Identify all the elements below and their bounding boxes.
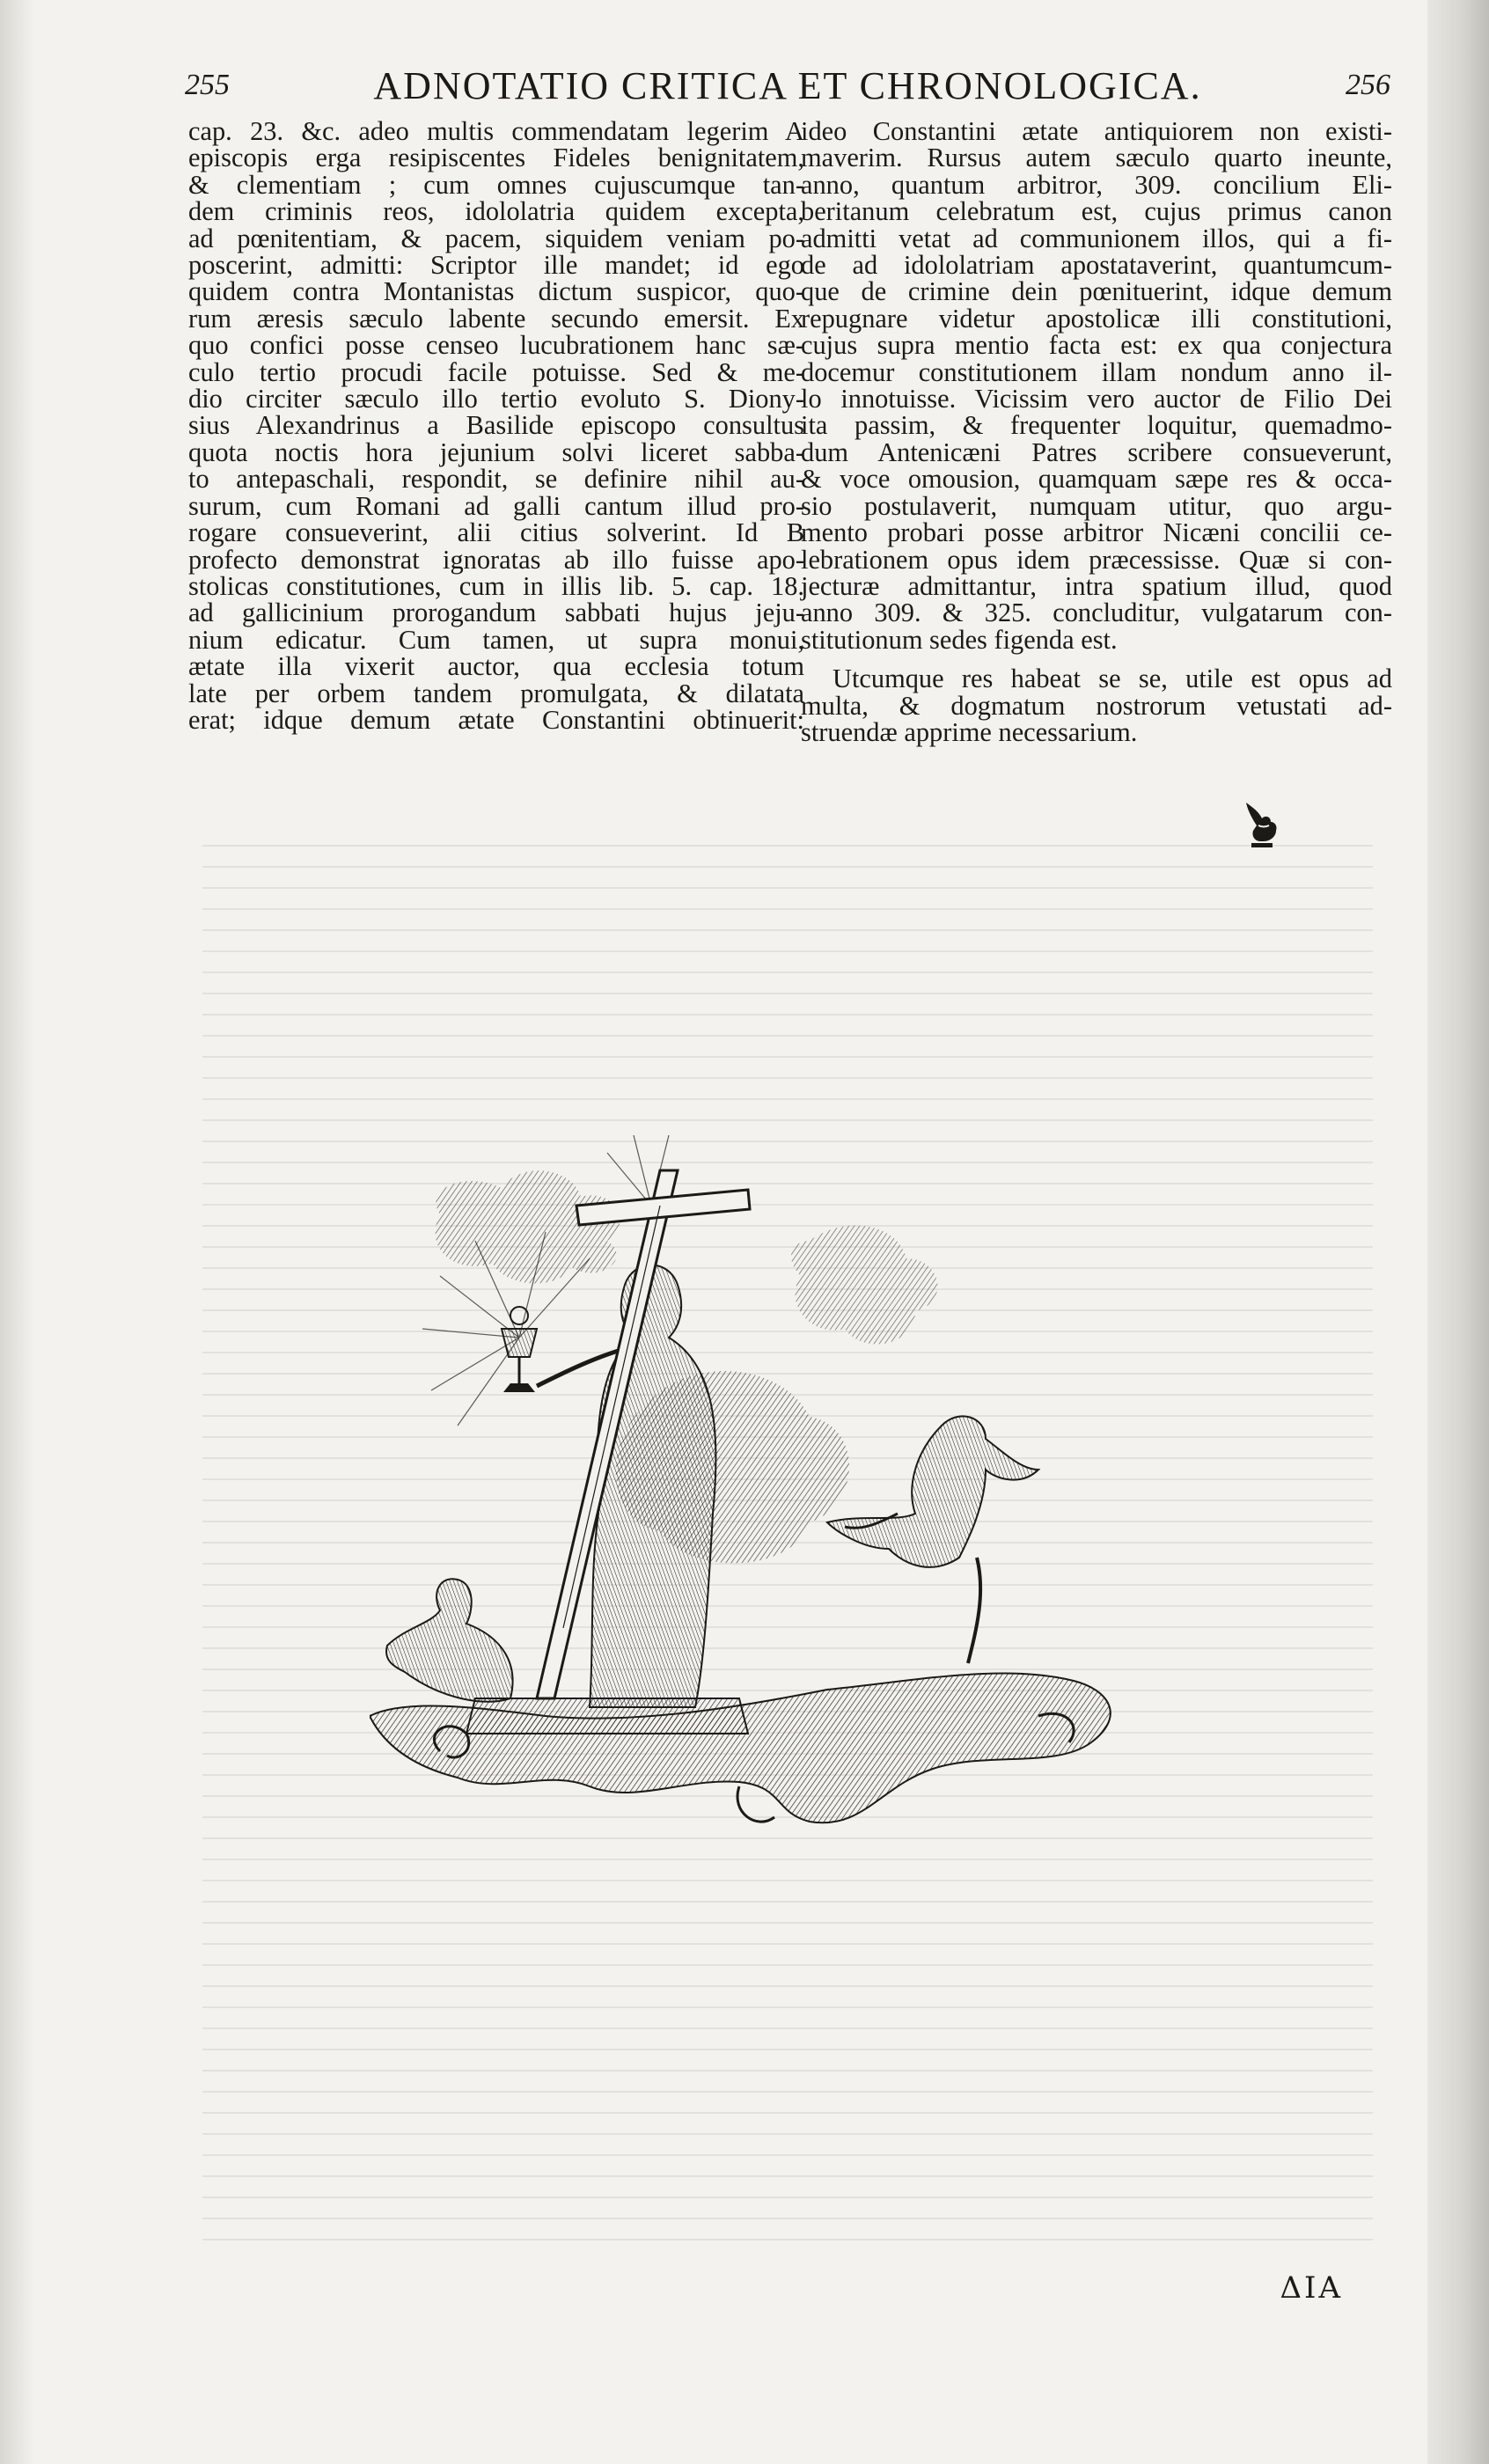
text-line: ad pœnitentiam, & pacem, siquidem veniam po- — [188, 223, 804, 253]
text-line: cap. 23. &c. adeo multis commendatam legerim A — [188, 116, 804, 146]
text-line: ad gallicinium prorogandum sabbati hujus jeju- — [188, 598, 804, 628]
text-line: erat; idque demum ætate Constantini obtinuerit: — [188, 704, 804, 735]
text-line: ideo Constantini ætate antiquiorem non existi- — [801, 116, 1392, 146]
text-line: dio circiter sæculo illo tertio evoluto S. Diony- — [188, 384, 804, 414]
text-line: & clementiam ; cum omnes cujuscumque tan- — [188, 169, 804, 200]
text-line: anno, quantum arbitror, 309. concilium Eli- — [801, 169, 1392, 200]
text-line: stitutionum sedes figenda est. — [801, 624, 1118, 655]
text-line: & voce omousion, quamquam sæpe res & occa- — [801, 464, 1392, 495]
text-line: rum æresis sæculo labente secundo emersit. Ex — [188, 303, 804, 334]
text-line: multa, & dogmatum nostrorum vetustati ad- — [801, 690, 1392, 721]
text-line: episcopis erga resipiscentes Fideles benignitatem, — [188, 143, 804, 173]
text-line: cujus supra mentio facta est: ex qua conjectura — [801, 330, 1392, 361]
text-line: lo innotuisse. Vicissim vero auctor de Filio Dei — [801, 384, 1392, 414]
left-column — [188, 118, 804, 733]
text-line: late per orbem tandem promulgata, & dilatata — [188, 678, 804, 708]
text-line: quota noctis hora jejunium solvi liceret sabba- — [188, 436, 804, 467]
pointing-hand-icon — [1241, 799, 1283, 848]
chalice — [502, 1307, 537, 1392]
text-line: ita passim, & frequenter loquitur, quemadmo- — [801, 410, 1392, 441]
text-line: sio postulaverit, numquam utitur, quo argu- — [801, 490, 1392, 521]
text-line: quidem contra Montanistas dictum suspicor, quo- — [188, 276, 804, 307]
text-line: struendæ apprime necessarium. — [801, 716, 1138, 747]
text-line: docemur constitutionem illam nondum anno il- — [801, 356, 1392, 387]
text-line: Utcumque res habeat se se, utile est opus ad — [833, 664, 1392, 694]
catchword: ΔΙΑ — [1280, 2270, 1343, 2306]
text-line: lebrationem opus idem præcessisse. Quæ si con- — [801, 544, 1392, 575]
page-edge — [1427, 0, 1489, 2464]
text-line: nium edicatur. Cum tamen, ut supra monui, — [188, 624, 804, 655]
text-line: culo tertio procudi facile potuisse. Sed & me- — [188, 356, 804, 387]
text-line: poscerint, admitti: Scriptor ille mandet; id ego — [188, 250, 804, 281]
page-number-left: 255 — [185, 69, 230, 101]
text-line: quo confici posse censeo lucubrationem hanc sæ- — [188, 330, 804, 361]
running-header — [185, 63, 1390, 116]
running-title: ADNOTATIO CRITICA ET CHRONOLOGICA. — [373, 64, 1202, 107]
page-number-right: 256 — [1346, 69, 1390, 101]
text-line: surum, cum Romani ad galli cantum illud pro- — [188, 490, 804, 521]
text-line: rogare consueverint, alii citius solverint. Id B — [188, 517, 804, 548]
text-line: dem criminis reos, idololatria quidem excepta, — [188, 196, 804, 227]
text-line: admitti vetat ad communionem illos, qui a fi- — [801, 223, 1392, 253]
text-line: dum Antenicæni Patres scribere consueverunt, — [801, 436, 1392, 467]
text-line: repugnare videtur apostolicæ illi constitutioni, — [801, 303, 1392, 334]
text-line: jecturæ admittantur, intra spatium illud, quod — [801, 570, 1392, 601]
text-line: anno 309. & 325. concluditur, vulgatarum con- — [801, 598, 1392, 628]
text-line: mento probari posse arbitror Nicæni concilii ce- — [801, 517, 1392, 548]
text-line: beritanum celebratum est, cujus primus canon — [801, 196, 1392, 227]
engraving-vignette — [370, 1135, 1188, 1839]
gutter-shadow — [0, 0, 35, 2464]
text-line: maverim. Rursus autem sæculo quarto ineunte, — [801, 143, 1392, 173]
right-column — [801, 118, 1392, 745]
text-line: stolicas constitutiones, cum in illis lib. 5. cap. 18. — [188, 570, 804, 601]
text-line: que de crimine dein pœnituerint, idque demum — [801, 276, 1392, 307]
text-line: ætate illa vixerit auctor, qua ecclesia totum — [188, 651, 804, 682]
text-line: profecto demonstrat ignoratas ab illo fuisse apo- — [188, 544, 804, 575]
text-line: sius Alexandrinus a Basilide episcopo consultus — [188, 410, 804, 441]
text-line: de ad idololatriam apostataverint, quantumcum- — [801, 250, 1392, 281]
text-line: to antepaschali, respondit, se definire nihil au- — [188, 464, 804, 495]
